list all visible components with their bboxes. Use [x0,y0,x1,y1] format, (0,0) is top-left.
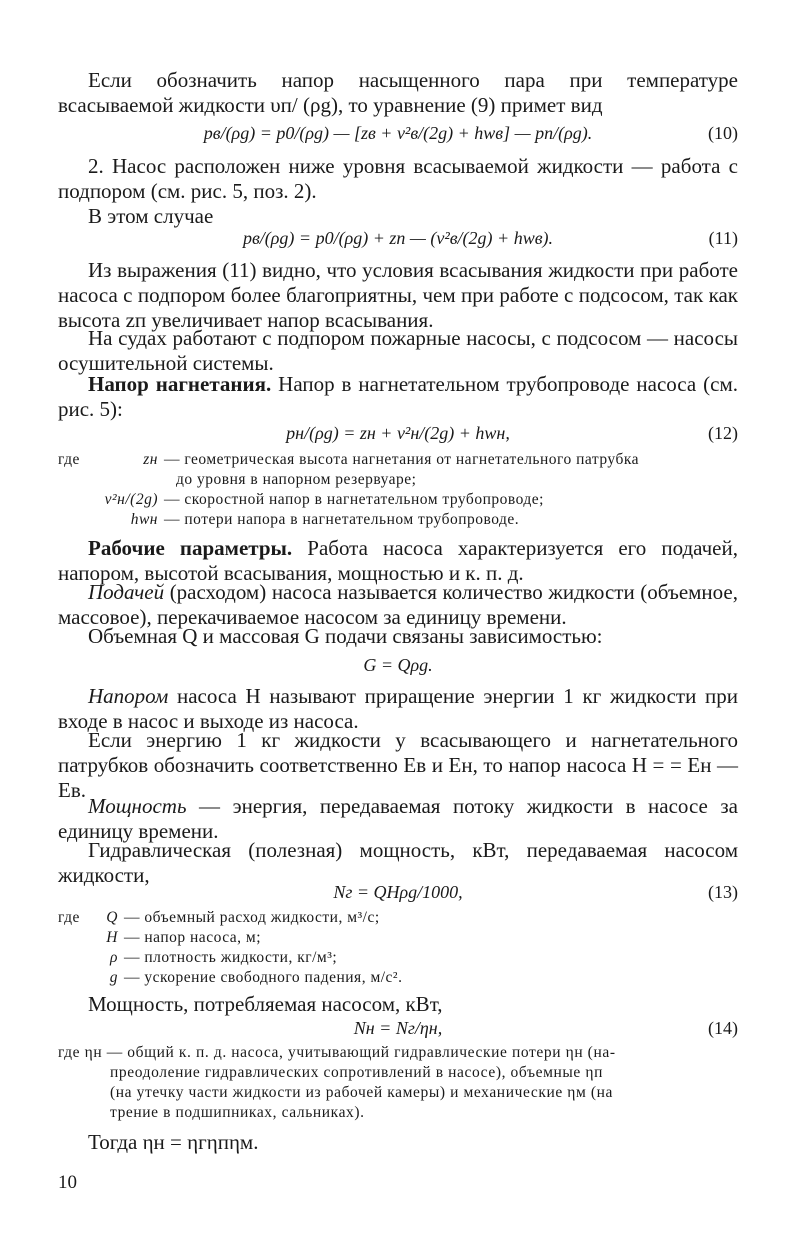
formula-12-expression: pн/(ρg) = zн + v²н/(2g) + hwн, [286,423,510,443]
paragraph-operating-parameters: Рабочие параметры. Работа насоса характеризуется его подачей, напором, высотой всасывания, мощностью и к. п. д. [58,536,738,585]
heading-discharge-head: Напор нагнетания. [88,372,272,396]
definition-row: hwн — потери напора в нагнетательном трубопроводе. [130,511,520,528]
definition-row: ρ — плотность жидкости, кг/м³; [110,949,338,966]
formula-14-expression: Nн = Nг/ηн, [353,1018,443,1038]
definition-row: g — ускорение свободного падения, м/с². [109,969,403,986]
paragraph-efficiency-product: Тогда ηн = ηгηпηм. [88,1130,259,1154]
paragraph-saturated-vapor: Если обозначить напор насыщенного пара при температуре всасываемой жидкости υп/ (ρg), то уравнение (9) примет вид [58,68,738,117]
definition-row: v²н/(2g) — скоростной напор в нагнетательном трубопроводе; [104,491,544,508]
formula-10 [58,120,738,146]
paragraph-power-definition: Мощность — энергия, передаваемая потоку жидкости в насосе за единицу времени. [58,794,738,843]
formula-12 [58,420,738,446]
definition-row: до уровня в напорном резервуаре; [176,471,417,488]
page-number: 10 [58,1172,77,1193]
definition-row: где zн — геометрическая высота нагнетания от нагнетательного патрубка [58,451,640,468]
paragraph-volumetric-mass: Объемная Q и массовая G подачи связаны зависимостью: [88,624,603,648]
formula-14 [58,1015,738,1041]
formula-13 [58,879,738,905]
definition-line: где ηн — общий к. п. д. насоса, учитывающий гидравлические потери ηн (на- [58,1044,616,1061]
paragraph-suction-conditions: Из выражения (11) видно, что условия всасывания жидкости при работе насоса с подпором более благоприятны, чем при работе с подсосом, так как высота zп увеличивает напор всасывания. [58,258,738,332]
formula-13-expression: Nг = QHρg/1000, [333,882,463,902]
paragraph-energy-difference: Если энергию 1 кг жидкости у всасывающего и нагнетательного патрубков обозначить соответственно Eв и Eн, то напор насоса H = = Eн — Eв. [58,728,738,802]
formula-11-expression: pв/(ρg) = p0/(ρg) + zп — (v²в/(2g) + hwв). [242,228,554,248]
paragraph-ship-pumps: На судах работают с подпором пожарные насосы, с подсосом — насосы осушительной системы. [58,326,738,375]
formula-10-expression: pв/(ρg) = p0/(ρg) — [zв + v²в/(2g) + hwв] — pп/(ρg). [203,123,593,143]
definition-line: (на утечку части жидкости из рабочей камеры) и механические ηм (на [110,1084,614,1101]
paragraph-in-this-case: В этом случае [88,204,214,228]
heading-operating-parameters: Рабочие параметры. [88,536,293,560]
formula-10-number: (10) [708,123,738,143]
definition-row: где Q — объемный расход жидкости, м³/с; [58,909,380,926]
paragraph-flow-rate: Подачей (расходом) насоса называется количество жидкости (объемное, массовое), перекачиваемое насосом за единицу времени. [58,580,738,629]
formula-G-expression: G = Qρg. [363,655,433,675]
paragraph-hydraulic-power: Гидравлическая (полезная) мощность, кВт, передаваемая насосом жидкости, [58,838,738,887]
paragraph-discharge-head: Напор нагнетания. Напор в нагнетательном трубопроводе насоса (см. рис. 5): [58,372,738,421]
definition-line: трение в подшипниках, сальниках). [110,1104,365,1121]
formula-12-number: (12) [708,423,738,443]
paragraph-consumed-power: Мощность, потребляемая насосом, кВт, [88,992,443,1016]
formula-13-number: (13) [708,882,738,902]
formula-11-number: (11) [708,228,738,248]
formula-11 [58,225,738,251]
paragraph-case-2: 2. Насос расположен ниже уровня всасываемой жидкости — работа с подпором (см. рис. 5, поз. 2). [58,154,738,203]
formula-G [58,652,738,678]
formula-14-number: (14) [708,1018,738,1038]
definition-row: H — напор насоса, м; [106,929,262,946]
definition-line: преодоление гидравлических сопротивлений в насосе), объемные ηп [110,1064,603,1081]
paragraph-head-definition: Напором насоса H называют приращение энергии 1 кг жидкости при входе в насос и выходе из насоса. [58,684,738,733]
